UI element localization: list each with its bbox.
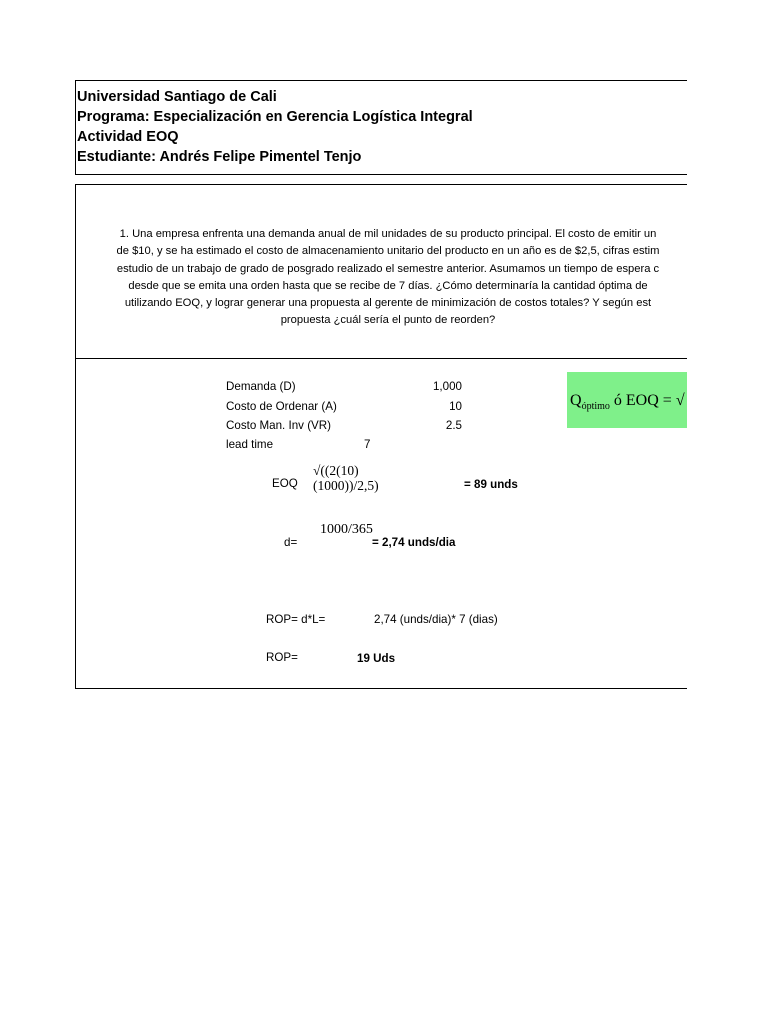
eoq-formula-line2: (1000))/2,5)	[313, 478, 379, 493]
rop-formula: 2,74 (unds/dia)* 7 (dias)	[374, 613, 498, 626]
rop-label: ROP= d*L=	[266, 613, 326, 626]
problem-line: 1. Una empresa enfrenta una demanda anual de mil unidades de su producto principal. El costo de emitir un	[119, 228, 657, 240]
activity-name: Actividad EOQ	[77, 129, 179, 145]
daily-demand-label: d=	[284, 536, 298, 549]
problem-line: propuesta ¿cuál sería el punto de reorden?	[280, 314, 496, 327]
eoq-formula-text: $Q_{óptimo}$ ó EOQ = √	[570, 392, 685, 413]
order-cost-label: Costo de Ordenar (A)	[226, 400, 337, 413]
holding-cost-label: Costo Man. Inv (VR)	[226, 419, 332, 432]
holding-cost-value: 2.5	[445, 419, 462, 432]
eoq-formula-image	[567, 372, 687, 428]
problem-line: de $10, y se ha estimado el costo de almacenamiento unitario del producto en un año es de $2,5, cifras estim	[116, 245, 660, 258]
lead-time-value: 7	[364, 438, 371, 451]
problem-statement	[60, 226, 716, 330]
page-right-margin	[687, 0, 768, 1024]
lead-time-label: lead time	[226, 438, 274, 451]
problem-divider	[75, 358, 695, 359]
problem-line: utilizando EOQ, y lograr generar una propuesta al gerente de minimización de costos totales? Y según est	[124, 297, 652, 310]
demand-value: 1,000	[432, 380, 462, 393]
problem-line: desde que se emita una orden hasta que se recibe de 7 días. ¿Cómo determinaría la cantidad óptima de	[128, 279, 648, 292]
demand-label: Demanda (D)	[226, 380, 296, 393]
daily-demand-result: = 2,74 unds/dia	[372, 536, 456, 549]
eoq-label: EOQ	[272, 477, 298, 490]
student-name: Estudiante: Andrés Felipe Pimentel Tenjo	[77, 149, 362, 165]
rop-result-label: ROP=	[266, 651, 298, 664]
eoq-formula-line1: √((2(10)	[313, 463, 359, 478]
eoq-result: = 89 unds	[464, 478, 518, 491]
problem-line: estudio de un trabajo de grado de posgrado realizado el semestre anterior. Asumamos un tiempo de espera c	[116, 262, 660, 275]
daily-demand-formula: 1000/365	[320, 522, 373, 537]
rop-result-value: 19 Uds	[357, 652, 396, 665]
program-name: Programa: Especialización en Gerencia Logística Integral	[77, 109, 473, 125]
order-cost-value: 10	[449, 400, 462, 413]
university-name: Universidad Santiago de Cali	[77, 89, 277, 105]
